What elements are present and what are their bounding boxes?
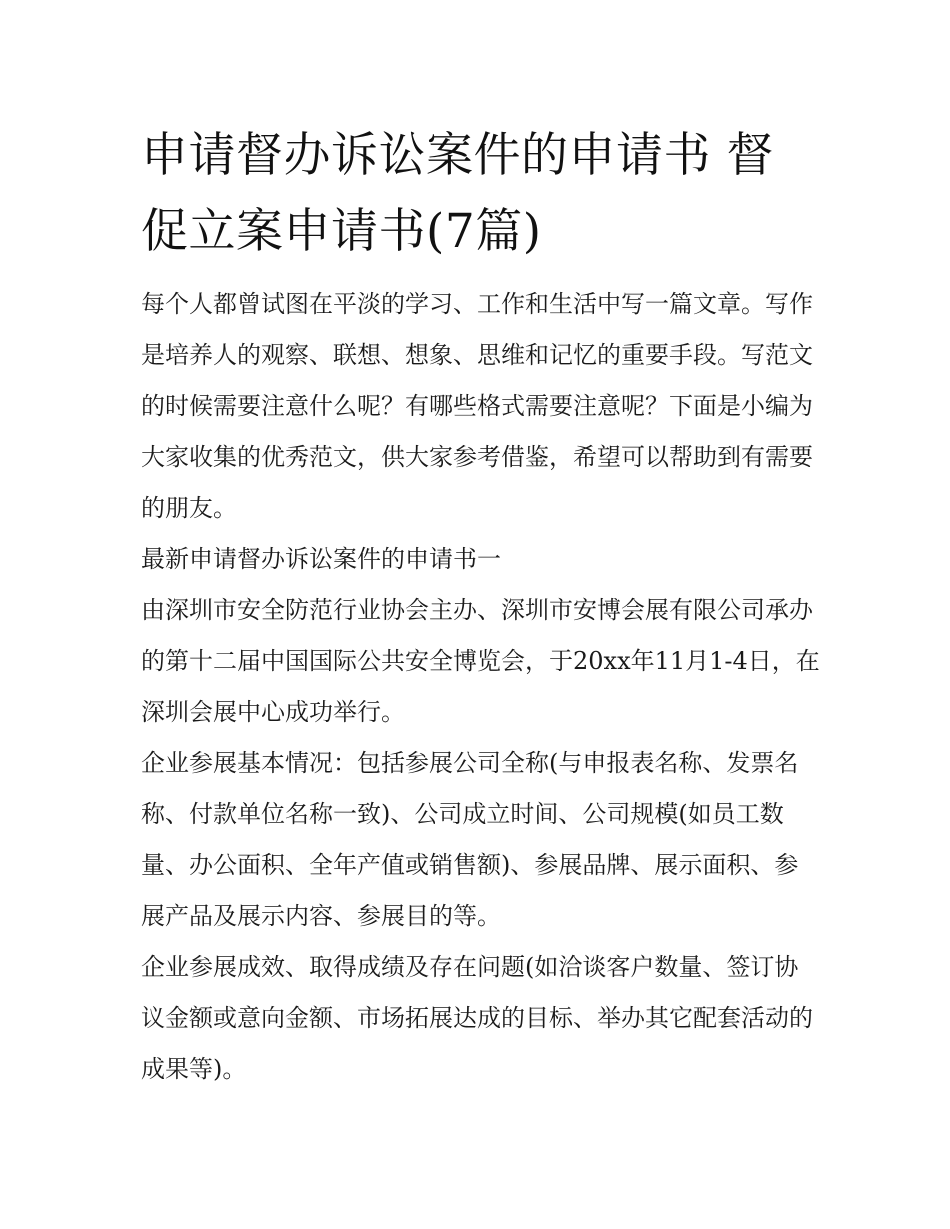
document-title: 申请督办诉讼案件的申请书 督促立案申请书(7篇) <box>141 128 774 259</box>
body-paragraph: 企业参展成效、取得成绩及存在问题(如洽谈客户数量、签订协议金额或意向金额、市场拓展达成的目标、举办其它配套活动的成果等)。 <box>141 953 813 1083</box>
document-body <box>141 279 821 1095</box>
body-paragraph: 由深圳市安全防范行业协会主办、深圳市安博会展有限公司承办的第十二届中国国际公共安全博览会，于20xx年11月1-4日，在深圳会展中心成功举行。 <box>141 596 820 726</box>
body-paragraph: 企业参展基本情况：包括参展公司全称(与申报表名称、发票名称、付款单位名称一致)、公司成立时间、公司规模(如员工数量、办公面积、全年产值或销售额)、参展品牌、展示面积、参展产品及展示内容、参展目的等。 <box>141 749 799 930</box>
section-heading: 最新申请督办诉讼案件的申请书一 <box>141 545 501 573</box>
intro-paragraph: 每个人都曾试图在平淡的学习、工作和生活中写一篇文章。写作是培养人的观察、联想、想象、思维和记忆的重要手段。写范文的时候需要注意什么呢？有哪些格式需要注意呢？下面是小编为大家收集的优秀范文，供大家参考借鉴，希望可以帮助到有需要的朋友。 <box>141 290 813 522</box>
